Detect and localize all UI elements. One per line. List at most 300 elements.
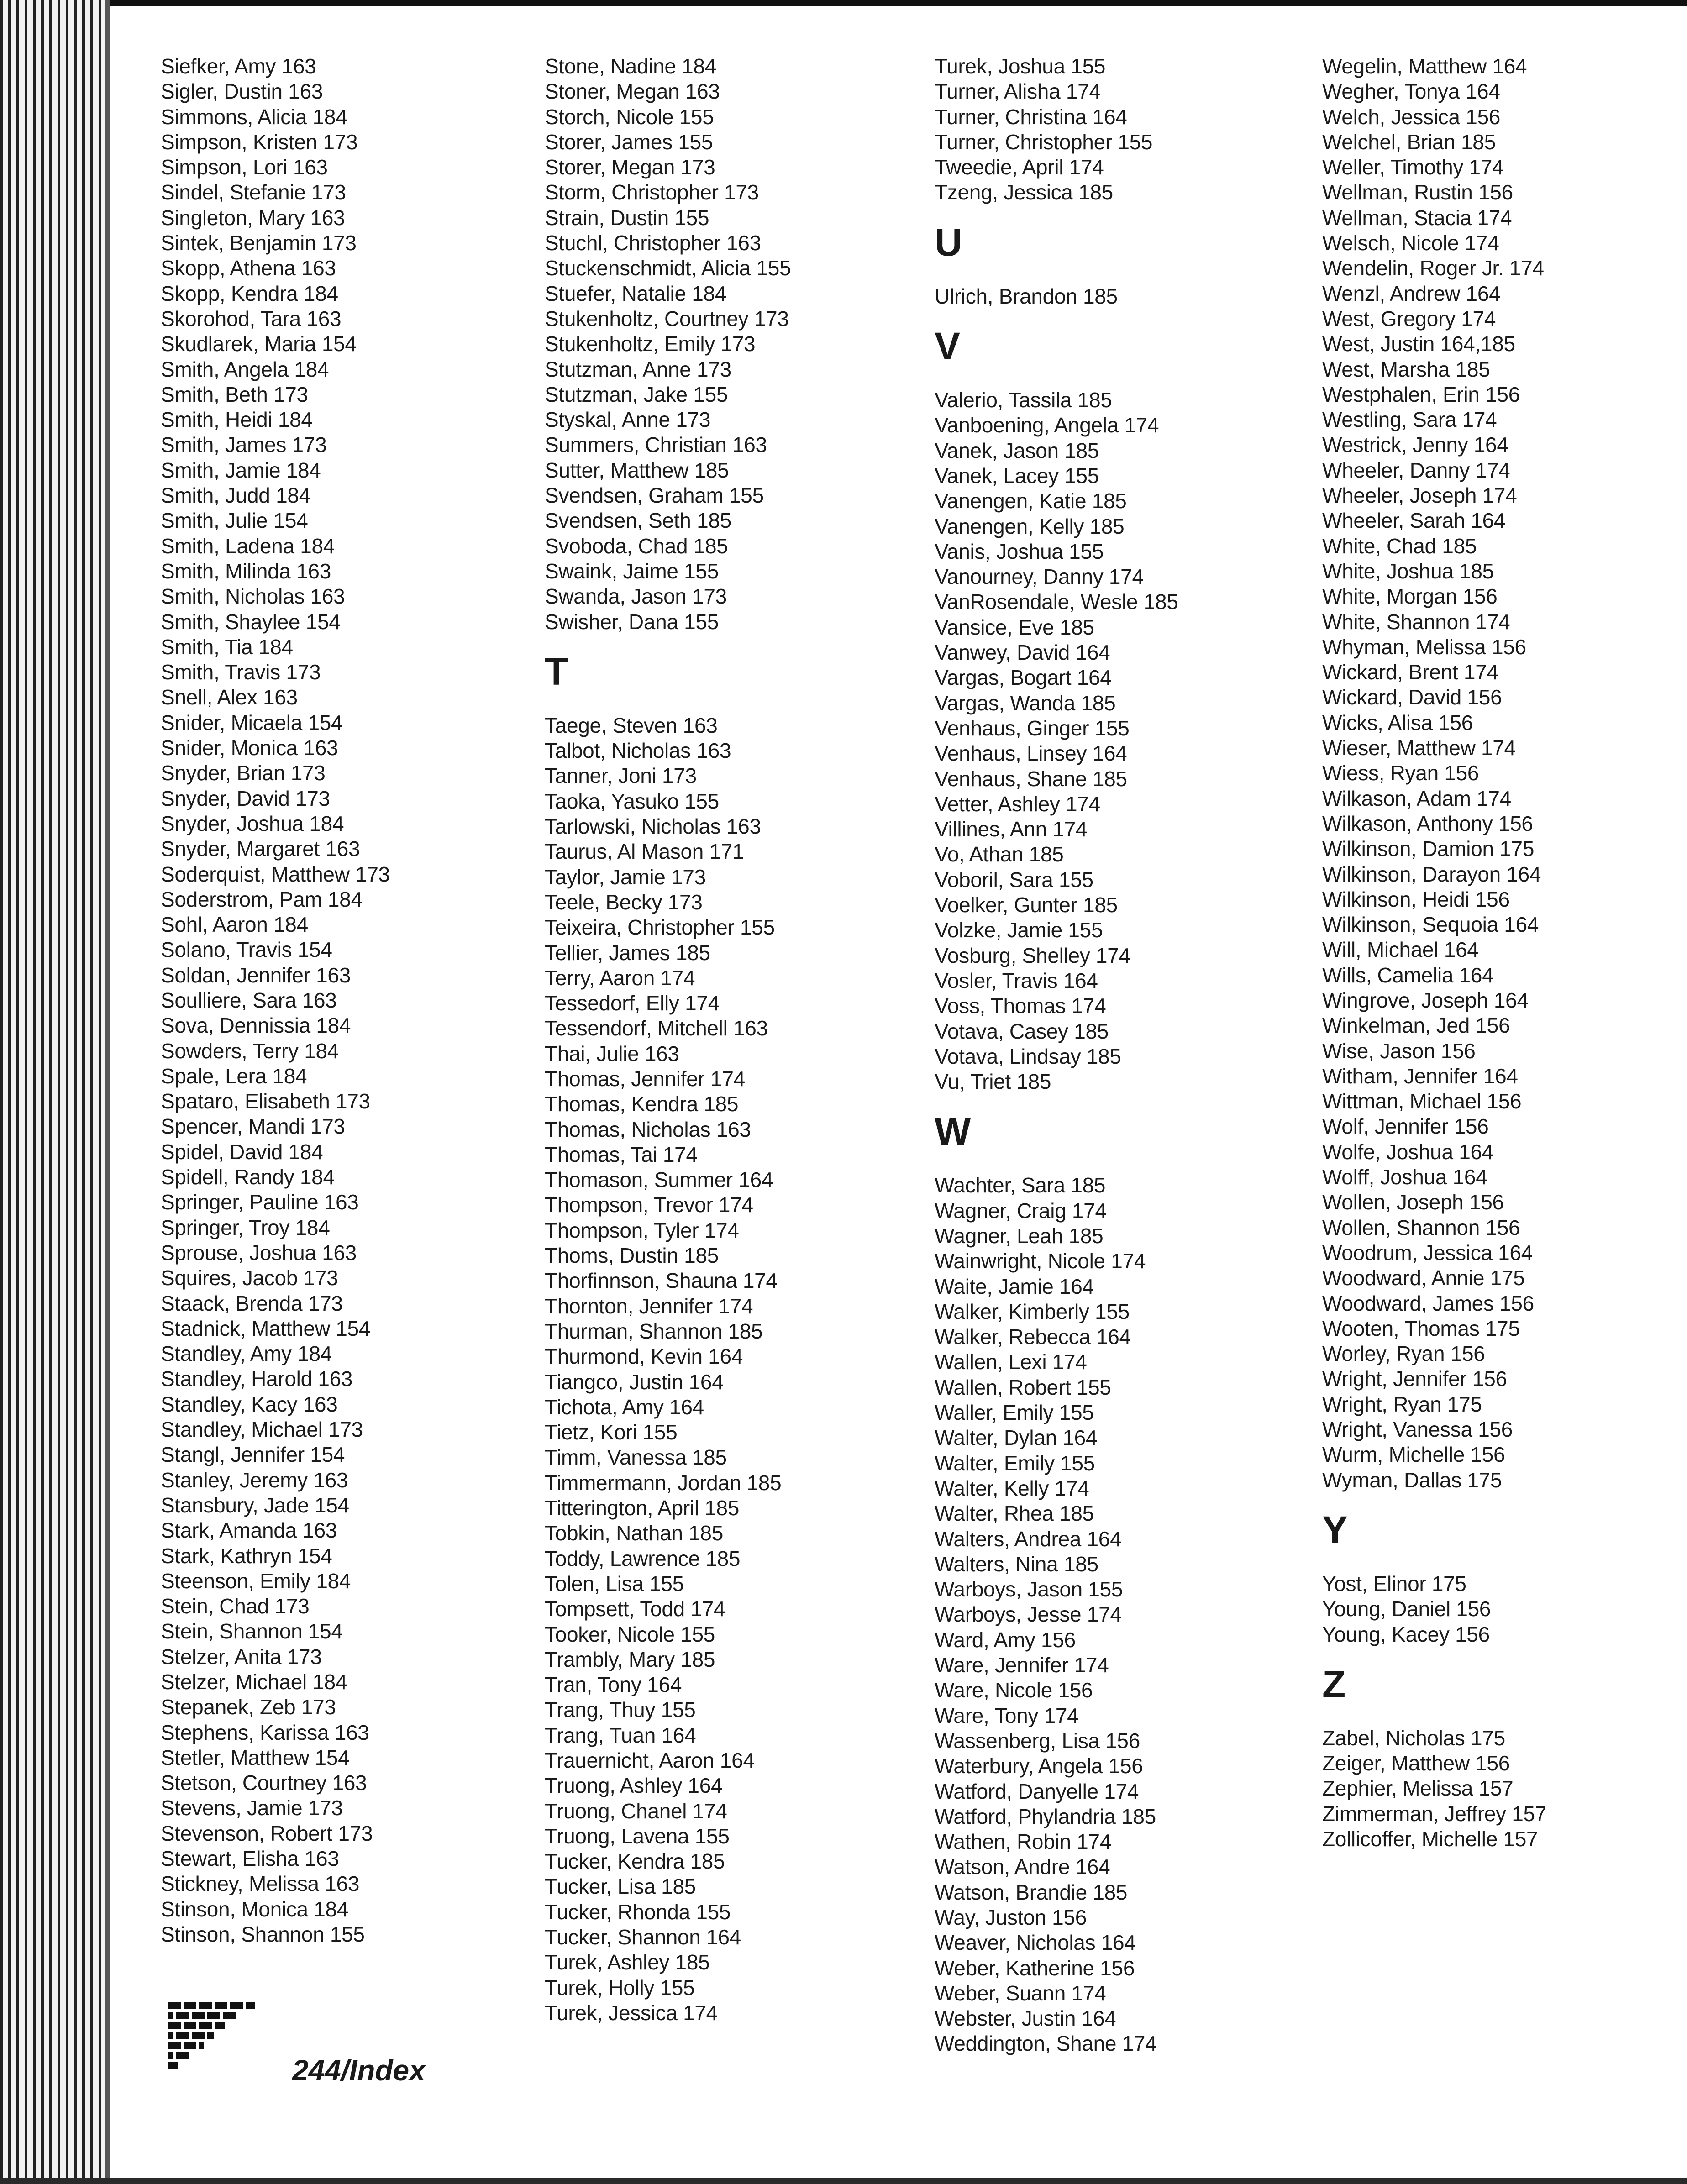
index-entry: Woodward, Annie 175: [1322, 1266, 1525, 1290]
index-entry: Squires, Jacob 173: [161, 1266, 338, 1290]
index-entry: Voboril, Sara 155: [935, 867, 1093, 892]
index-entry: Waite, Jamie 164: [935, 1274, 1094, 1298]
index-entry: Staack, Brenda 173: [161, 1291, 343, 1315]
index-entry: Soldan, Jennifer 163: [161, 963, 351, 987]
index-entry: Zephier, Melissa 157: [1322, 1776, 1514, 1801]
index-entry: Wolff, Joshua 164: [1322, 1165, 1487, 1189]
index-entry: Smith, Beth 173: [161, 382, 308, 406]
index-entry: Stelzer, Anita 173: [161, 1644, 322, 1669]
index-entry: Vanengen, Kelly 185: [935, 514, 1125, 538]
index-entry: Timmermann, Jordan 185: [545, 1470, 782, 1495]
index-entry: Taege, Steven 163: [545, 713, 718, 737]
index-entry: Yost, Elinor 175: [1322, 1571, 1466, 1596]
page-edges: [0, 0, 105, 2184]
index-entry: Stewart, Elisha 163: [161, 1847, 339, 1871]
index-entry: Skopp, Kendra 184: [161, 281, 338, 305]
index-entry: Weber, Suann 174: [935, 1981, 1106, 2005]
index-entry: Stuefer, Natalie 184: [545, 281, 727, 305]
index-entry: Thomas, Jennifer 174: [545, 1066, 745, 1091]
index-entry: Talbot, Nicholas 163: [545, 739, 731, 763]
index-entry: Smith, Judd 184: [161, 483, 310, 508]
index-entry: Turek, Ashley 185: [545, 1950, 710, 1974]
index-entry: Spidel, David 184: [161, 1139, 323, 1164]
index-entry: Wellman, Stacia 174: [1322, 205, 1512, 230]
index-entry: Wright, Jennifer 156: [1322, 1367, 1507, 1391]
index-entry: Wickard, David 156: [1322, 685, 1502, 709]
index-entry: Volzke, Jamie 155: [935, 918, 1103, 942]
index-entry: Wolfe, Joshua 164: [1322, 1139, 1494, 1164]
index-entry: Truong, Lavena 155: [545, 1824, 730, 1848]
index-entry: Westrick, Jenny 164: [1322, 433, 1508, 457]
index-entry: Standley, Amy 184: [161, 1342, 332, 1366]
index-entry: Wheeler, Joseph 174: [1322, 483, 1517, 508]
section-letter-heading: V: [935, 325, 961, 368]
index-entry: Stein, Chad 173: [161, 1594, 310, 1618]
index-entry: Tessendorf, Mitchell 163: [545, 1016, 768, 1040]
index-entry: Stelzer, Michael 184: [161, 1670, 347, 1694]
index-entry: Thoms, Dustin 185: [545, 1244, 719, 1268]
index-entry: Vu, Triet 185: [935, 1070, 1051, 1094]
index-entry: Wilkinson, Darayon 164: [1322, 862, 1541, 886]
index-entry: Vargas, Wanda 185: [935, 691, 1116, 715]
index-entry: Turek, Holly 155: [545, 1975, 695, 2000]
bottom-rule: [0, 2178, 1687, 2184]
index-entry: West, Marsha 185: [1322, 357, 1490, 381]
index-entry: Young, Kacey 156: [1322, 1622, 1490, 1646]
brick-wall-logo-icon: [168, 2002, 255, 2070]
index-entry: Storer, Megan 173: [545, 155, 715, 179]
index-entry: Tietz, Kori 155: [545, 1420, 678, 1444]
index-entry: Stutzman, Jake 155: [545, 382, 728, 406]
index-entry: Wittman, Michael 156: [1322, 1089, 1522, 1113]
index-entry: Sigler, Dustin 163: [161, 79, 323, 104]
index-entry: Wright, Vanessa 156: [1322, 1418, 1513, 1442]
index-entry: Thurman, Shannon 185: [545, 1319, 763, 1343]
index-entry: Smith, Nicholas 163: [161, 584, 345, 609]
index-entry: Stevens, Jamie 173: [161, 1796, 343, 1820]
index-entry: Watford, Danyelle 174: [935, 1779, 1139, 1803]
index-entry: Ware, Nicole 156: [935, 1678, 1093, 1702]
index-entry: Ware, Jennifer 174: [935, 1653, 1109, 1677]
index-entry: Tobkin, Nathan 185: [545, 1521, 723, 1545]
index-entry: Wollen, Joseph 156: [1322, 1190, 1504, 1214]
index-entry: Tanner, Joni 173: [545, 764, 697, 788]
index-entry: Venhaus, Ginger 155: [935, 716, 1130, 740]
index-entry: Watson, Brandie 185: [935, 1880, 1128, 1904]
index-entry: Smith, James 173: [161, 433, 327, 457]
index-entry: Worley, Ryan 156: [1322, 1342, 1485, 1366]
index-entry: Wurm, Michelle 156: [1322, 1443, 1505, 1467]
index-entry: Vanboening, Angela 174: [935, 413, 1159, 437]
index-entry: Thomas, Tai 174: [545, 1142, 698, 1166]
index-entry: Svendsen, Seth 185: [545, 509, 731, 533]
index-entry: Wallen, Lexi 174: [935, 1350, 1087, 1374]
index-entry: Tarlowski, Nicholas 163: [545, 814, 761, 839]
index-entry: Vosler, Travis 164: [935, 968, 1098, 992]
index-entry: Thornton, Jennifer 174: [545, 1294, 753, 1318]
index-entry: Tolen, Lisa 155: [545, 1571, 684, 1596]
index-column-3: [935, 54, 1309, 2057]
section-letter-heading: T: [545, 650, 568, 693]
index-entry: Smith, Heidi 184: [161, 408, 313, 432]
index-entry: Smith, Travis 173: [161, 660, 321, 684]
index-entry: Storch, Nicole 155: [545, 105, 714, 129]
index-entry: Voss, Thomas 174: [935, 994, 1106, 1018]
index-entry: Styskal, Anne 173: [545, 408, 711, 432]
index-entry: Weber, Katherine 156: [935, 1956, 1135, 1980]
index-entry: Walters, Andrea 164: [935, 1527, 1122, 1551]
index-entry: Stephens, Karissa 163: [161, 1720, 369, 1744]
index-entry: Snell, Alex 163: [161, 685, 298, 709]
index-entry: Stukenholtz, Courtney 173: [545, 306, 789, 331]
index-entry: Wilkason, Adam 174: [1322, 786, 1511, 810]
index-entry: Snyder, David 173: [161, 786, 330, 810]
index-entry: Stein, Shannon 154: [161, 1619, 343, 1643]
index-entry: Wills, Camelia 164: [1322, 963, 1494, 987]
index-entry: Westphalen, Erin 156: [1322, 382, 1520, 406]
index-entry: Tucker, Rhonda 155: [545, 1900, 731, 1924]
index-entry: Thorfinnson, Shauna 174: [545, 1269, 778, 1293]
index-entry: Voelker, Gunter 185: [935, 893, 1118, 917]
index-entry: Timm, Vanessa 185: [545, 1445, 727, 1470]
index-entry: Thompson, Trevor 174: [545, 1193, 753, 1217]
index-entry: Tessedorf, Elly 174: [545, 991, 720, 1015]
index-entry: Weddington, Shane 174: [935, 2032, 1157, 2056]
index-entry: Snyder, Joshua 184: [161, 811, 344, 835]
index-entry: Wilkinson, Heidi 156: [1322, 887, 1510, 911]
index-entry: Warboys, Jason 155: [935, 1577, 1123, 1601]
index-entry: Westling, Sara 174: [1322, 408, 1497, 432]
index-entry: Wagner, Craig 174: [935, 1198, 1107, 1223]
index-entry: Vanek, Lacey 155: [935, 463, 1099, 488]
index-entry: Vo, Athan 185: [935, 842, 1064, 866]
index-entry: Stutzman, Anne 173: [545, 357, 731, 381]
index-entry: Stetler, Matthew 154: [161, 1745, 350, 1769]
index-entry: Trang, Tuan 164: [545, 1723, 696, 1747]
index-entry: Wieser, Matthew 174: [1322, 736, 1516, 760]
index-entry: Stinson, Monica 184: [161, 1897, 349, 1921]
index-entry: Zollicoffer, Michelle 157: [1322, 1827, 1538, 1851]
index-entry: Wollen, Shannon 156: [1322, 1215, 1520, 1239]
index-entry: Taylor, Jamie 173: [545, 865, 706, 889]
index-entry: Standley, Kacy 163: [161, 1392, 338, 1416]
index-entry: VanRosendale, Wesle 185: [935, 590, 1178, 614]
index-entry: Vanek, Jason 185: [935, 438, 1099, 462]
index-entry: Weaver, Nicholas 164: [935, 1931, 1136, 1955]
index-entry: Sprouse, Joshua 163: [161, 1240, 357, 1265]
index-entry: Stark, Amanda 163: [161, 1518, 337, 1543]
index-entry: Titterington, April 185: [545, 1496, 740, 1520]
index-entry: Stinson, Shannon 155: [161, 1922, 365, 1946]
index-entry: Soulliere, Sara 163: [161, 988, 337, 1012]
index-entry: Wainwright, Nicole 174: [935, 1249, 1146, 1273]
index-entry: Swanda, Jason 173: [545, 584, 727, 609]
index-entry: Springer, Troy 184: [161, 1215, 330, 1239]
index-entry: Watford, Phylandria 185: [935, 1804, 1156, 1828]
index-entry: Toddy, Lawrence 185: [545, 1546, 741, 1570]
index-entry: Soderquist, Matthew 173: [161, 862, 390, 886]
index-entry: Stepanek, Zeb 173: [161, 1695, 336, 1719]
index-entry: Witham, Jennifer 164: [1322, 1064, 1518, 1088]
index-entry: Sutter, Matthew 185: [545, 458, 729, 482]
index-entry: Woodrum, Jessica 164: [1322, 1240, 1533, 1265]
index-entry: Turner, Christopher 155: [935, 130, 1153, 154]
index-entry: Svendsen, Graham 155: [545, 483, 764, 508]
index-entry: Wickard, Brent 174: [1322, 660, 1498, 684]
index-entry: Walters, Nina 185: [935, 1552, 1098, 1576]
index-entry: Snyder, Margaret 163: [161, 837, 360, 861]
index-entry: Ware, Tony 174: [935, 1703, 1079, 1727]
index-entry: Snider, Micaela 154: [161, 710, 343, 735]
index-entry: Tzeng, Jessica 185: [935, 180, 1113, 205]
index-entry: Teixeira, Christopher 155: [545, 915, 775, 940]
section-letter-heading: Y: [1322, 1508, 1348, 1551]
index-entry: Wilkinson, Damion 175: [1322, 837, 1535, 861]
index-entry: Villines, Ann 174: [935, 817, 1088, 841]
index-entry: Tiangco, Justin 164: [545, 1370, 724, 1394]
index-entry: Thurmond, Kevin 164: [545, 1344, 743, 1369]
index-entry: Valerio, Tassila 185: [935, 388, 1112, 412]
index-entry: Stoner, Megan 163: [545, 79, 720, 104]
index-entry: Simpson, Kristen 173: [161, 130, 358, 154]
index-entry: Wagner, Leah 185: [935, 1223, 1104, 1248]
index-entry: Turner, Alisha 174: [935, 79, 1101, 104]
index-entry: Wingrove, Joseph 164: [1322, 988, 1529, 1012]
index-entry: Wassenberg, Lisa 156: [935, 1728, 1140, 1753]
index-entry: Waterbury, Angela 156: [935, 1754, 1143, 1778]
index-entry: Wooten, Thomas 175: [1322, 1316, 1520, 1340]
index-entry: Vanourney, Danny 174: [935, 565, 1144, 589]
index-entry: Truong, Ashley 164: [545, 1774, 723, 1798]
index-entry: Smith, Shaylee 154: [161, 609, 341, 634]
index-entry: Stansbury, Jade 154: [161, 1493, 349, 1517]
index-entry: Stetson, Courtney 163: [161, 1771, 367, 1795]
index-entry: Soderstrom, Pam 184: [161, 887, 363, 911]
index-entry: Walter, Emily 155: [935, 1451, 1095, 1475]
index-entry: Woodward, James 156: [1322, 1291, 1534, 1315]
index-entry: Stanley, Jeremy 163: [161, 1468, 348, 1492]
index-entry: Summers, Christian 163: [545, 433, 767, 457]
index-entry: Wegher, Tonya 164: [1322, 79, 1500, 104]
index-entry: Strain, Dustin 155: [545, 205, 709, 230]
index-entry: Taoka, Yasuko 155: [545, 789, 719, 813]
index-entry: Terry, Aaron 174: [545, 966, 695, 990]
index-entry: Trauernicht, Aaron 164: [545, 1748, 755, 1772]
index-entry: West, Justin 164,185: [1322, 332, 1515, 356]
index-entry: Sindel, Stefanie 173: [161, 180, 346, 205]
index-entry: Wyman, Dallas 175: [1322, 1468, 1502, 1492]
index-entry: Turek, Jessica 174: [545, 2000, 718, 2025]
index-entry: Webster, Justin 164: [935, 2006, 1116, 2031]
index-entry: Siefker, Amy 163: [161, 54, 316, 78]
index-entry: Stuchl, Christopher 163: [545, 231, 761, 255]
index-entry: Stadnick, Matthew 154: [161, 1316, 371, 1340]
index-entry: White, Morgan 156: [1322, 584, 1498, 609]
index-entry: Thomas, Kendra 185: [545, 1092, 739, 1116]
index-entry: Smith, Ladena 184: [161, 534, 335, 558]
index-entry: Wise, Jason 156: [1322, 1039, 1476, 1063]
index-entry: Wheeler, Sarah 164: [1322, 509, 1506, 533]
index-entry: Turek, Joshua 155: [935, 54, 1106, 78]
index-entry: Stuckenschmidt, Alicia 155: [545, 256, 791, 280]
index-entry: Winkelman, Jed 156: [1322, 1013, 1510, 1038]
index-entry: West, Gregory 174: [1322, 306, 1496, 331]
index-entry: Welchel, Brian 185: [1322, 130, 1496, 154]
index-entry: Stukenholtz, Emily 173: [545, 332, 756, 356]
index-entry: Springer, Pauline 163: [161, 1190, 359, 1214]
index-entry: Wilkason, Anthony 156: [1322, 811, 1533, 835]
index-entry: Will, Michael 164: [1322, 938, 1479, 962]
section-letter-heading: Z: [1322, 1662, 1346, 1706]
index-entry: Wendelin, Roger Jr. 174: [1322, 256, 1544, 280]
index-entry: Spataro, Elisabeth 173: [161, 1089, 370, 1113]
index-column-2: [545, 54, 919, 2026]
index-entry: Ward, Amy 156: [935, 1628, 1076, 1652]
index-entry: Thomas, Nicholas 163: [545, 1117, 751, 1141]
index-entry: Trang, Thuy 155: [545, 1698, 696, 1722]
index-entry: Standley, Michael 173: [161, 1418, 363, 1442]
index-entry: Tweedie, April 174: [935, 155, 1104, 179]
index-entry: Votava, Casey 185: [935, 1019, 1109, 1043]
index-entry: Svoboda, Chad 185: [545, 534, 728, 558]
index-entry: Watson, Andre 164: [935, 1855, 1110, 1879]
index-entry: Stangl, Jennifer 154: [161, 1443, 345, 1467]
index-entry: Zeiger, Matthew 156: [1322, 1751, 1510, 1775]
index-entry: Wiess, Ryan 156: [1322, 761, 1479, 785]
index-entry: Skorohod, Tara 163: [161, 306, 342, 331]
index-entry: Stark, Kathryn 154: [161, 1544, 332, 1568]
index-entry: Spencer, Mandi 173: [161, 1114, 345, 1139]
index-entry: Wolf, Jennifer 156: [1322, 1114, 1489, 1139]
index-entry: Vanwey, David 164: [935, 640, 1110, 665]
index-entry: Warboys, Jesse 174: [935, 1602, 1122, 1627]
index-entry: Thomason, Summer 164: [545, 1168, 773, 1192]
index-entry: Wellman, Rustin 156: [1322, 180, 1513, 205]
index-entry: White, Joshua 185: [1322, 559, 1494, 583]
index-entry: White, Chad 185: [1322, 534, 1477, 558]
index-entry: Stone, Nadine 184: [545, 54, 716, 78]
index-entry: Wallen, Robert 155: [935, 1375, 1111, 1399]
index-entry: Vanengen, Katie 185: [935, 489, 1127, 513]
index-entry: Spale, Lera 184: [161, 1064, 307, 1088]
index-entry: Smith, Julie 154: [161, 509, 308, 533]
index-entry: Stickney, Melissa 163: [161, 1872, 360, 1896]
index-entry: Ulrich, Brandon 185: [935, 284, 1118, 308]
top-rule: [0, 0, 1687, 6]
index-entry: Skudlarek, Maria 154: [161, 332, 357, 356]
index-entry: Way, Juston 156: [935, 1906, 1087, 1929]
section-letter-heading: U: [935, 220, 962, 264]
index-entry: White, Shannon 174: [1322, 609, 1510, 634]
page-number-label: 244/Index: [292, 2054, 426, 2087]
index-entry: Wright, Ryan 175: [1322, 1392, 1482, 1416]
index-entry: Sohl, Aaron 184: [161, 913, 308, 937]
index-entry: Skopp, Athena 163: [161, 256, 336, 280]
index-entry: Steenson, Emily 184: [161, 1569, 351, 1593]
index-entry: Weller, Timothy 174: [1322, 155, 1504, 179]
index-entry: Swaink, Jaime 155: [545, 559, 719, 583]
index-column-1: [161, 54, 535, 1947]
index-entry: Vetter, Ashley 174: [935, 792, 1100, 816]
index-entry: Singleton, Mary 163: [161, 205, 345, 230]
index-entry: Young, Daniel 156: [1322, 1597, 1491, 1621]
index-entry: Stevenson, Robert 173: [161, 1821, 373, 1845]
section-letter-heading: W: [935, 1110, 971, 1153]
index-entry: Votava, Lindsay 185: [935, 1044, 1121, 1068]
index-entry: Wathen, Robin 174: [935, 1830, 1112, 1854]
index-entry: Simpson, Lori 163: [161, 155, 328, 179]
index-entry: Simmons, Alicia 184: [161, 105, 347, 129]
index-entry: Venhaus, Shane 185: [935, 766, 1127, 791]
index-entry: Spidell, Randy 184: [161, 1165, 335, 1189]
index-entry: Snider, Monica 163: [161, 736, 338, 760]
index-entry: Truong, Chanel 174: [545, 1799, 727, 1823]
index-entry: Smith, Angela 184: [161, 357, 329, 381]
index-entry: Swisher, Dana 155: [545, 609, 719, 634]
index-entry: Wheeler, Danny 174: [1322, 458, 1510, 482]
index-entry: Walter, Kelly 174: [935, 1476, 1089, 1500]
index-entry: Wenzl, Andrew 164: [1322, 281, 1501, 305]
index-entry: Vargas, Bogart 164: [935, 666, 1112, 690]
index-entry: Tucker, Kendra 185: [545, 1849, 725, 1874]
index-entry: Waller, Emily 155: [935, 1401, 1094, 1425]
index-entry: Thompson, Tyler 174: [545, 1218, 739, 1242]
index-entry: Wegelin, Matthew 164: [1322, 54, 1527, 78]
index-entry: Storer, James 155: [545, 130, 713, 154]
index-entry: Taurus, Al Mason 171: [545, 840, 744, 864]
index-entry: Venhaus, Linsey 164: [935, 741, 1127, 766]
index-entry: Smith, Milinda 163: [161, 559, 331, 583]
index-column-4: [1322, 54, 1687, 1852]
index-entry: Wicks, Alisa 156: [1322, 710, 1473, 735]
index-entry: Vanis, Joshua 155: [935, 539, 1104, 563]
index-entry: Walter, Dylan 164: [935, 1426, 1098, 1450]
index-entry: Wilkinson, Sequoia 164: [1322, 913, 1539, 937]
index-entry: Tellier, James 185: [545, 940, 710, 965]
index-entry: Zabel, Nicholas 175: [1322, 1726, 1505, 1750]
index-entry: Tucker, Lisa 185: [545, 1874, 696, 1899]
index-entry: Snyder, Brian 173: [161, 761, 326, 785]
index-entry: Smith, Tia 184: [161, 635, 293, 659]
index-entry: Sintek, Benjamin 173: [161, 231, 357, 255]
index-entry: Tooker, Nicole 155: [545, 1622, 715, 1646]
index-entry: Standley, Harold 163: [161, 1367, 353, 1391]
index-entry: Sova, Dennissia 184: [161, 1013, 351, 1038]
index-entry: Smith, Jamie 184: [161, 458, 321, 482]
index-entry: Storm, Christopher 173: [545, 180, 759, 205]
index-entry: Wachter, Sara 185: [935, 1173, 1106, 1197]
index-entry: Whyman, Melissa 156: [1322, 635, 1526, 659]
index-entry: Teele, Becky 173: [545, 890, 703, 914]
index-entry: Tompsett, Todd 174: [545, 1597, 725, 1621]
index-entry: Vansice, Eve 185: [935, 615, 1094, 639]
index-entry: Solano, Travis 154: [161, 938, 332, 962]
index-entry: Tichota, Amy 164: [545, 1395, 704, 1419]
index-entry: Trambly, Mary 185: [545, 1647, 715, 1671]
index-entry: Zimmerman, Jeffrey 157: [1322, 1801, 1547, 1826]
index-entry: Welsch, Nicole 174: [1322, 231, 1499, 255]
index-entry: Tran, Tony 164: [545, 1673, 682, 1697]
index-entry: Walker, Kimberly 155: [935, 1299, 1130, 1323]
index-entry: Vosburg, Shelley 174: [935, 943, 1130, 967]
index-entry: Welch, Jessica 156: [1322, 105, 1501, 129]
index-entry: Turner, Christina 164: [935, 105, 1127, 129]
index-entry: Walker, Rebecca 164: [935, 1325, 1131, 1349]
index-entry: Sowders, Terry 184: [161, 1039, 339, 1063]
index-entry: Tucker, Shannon 164: [545, 1925, 741, 1949]
index-entry: Walter, Rhea 185: [935, 1502, 1094, 1526]
index-entry: Thai, Julie 163: [545, 1041, 679, 1066]
